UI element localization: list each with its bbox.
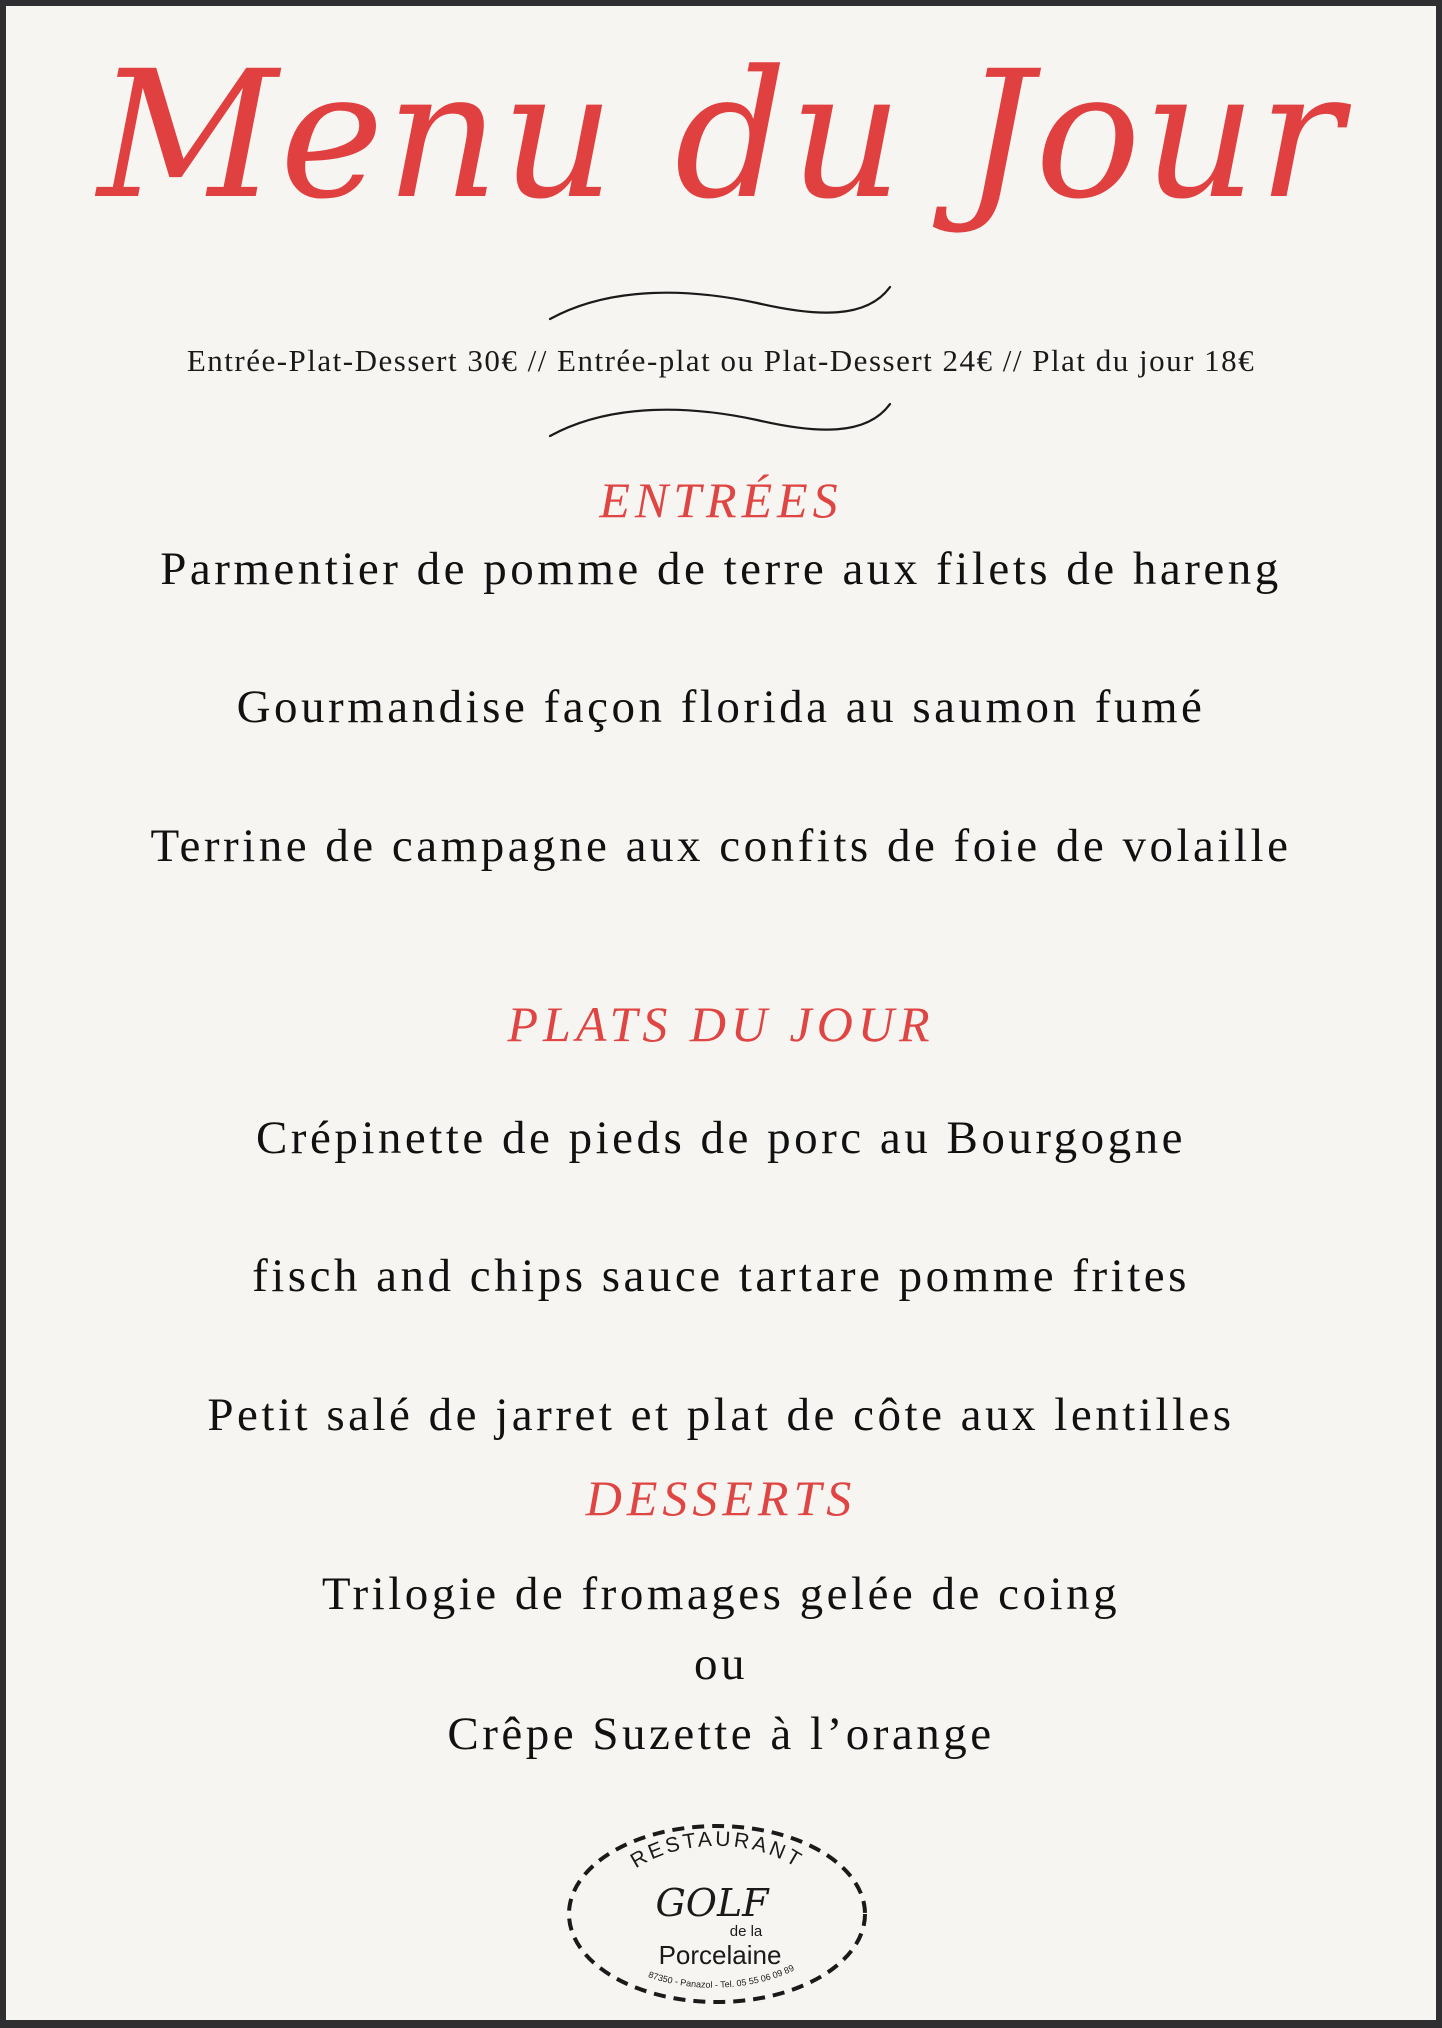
entree-item-3: Terrine de campagne aux confits de foie de volaille xyxy=(150,820,1292,872)
plat-item-3: Petit salé de jarret et plat de côte aux lentilles xyxy=(207,1389,1235,1441)
plat-item-2: fisch and chips sauce tartare pomme frites xyxy=(252,1250,1190,1302)
menu-title: Menu du Jour xyxy=(97,33,1345,238)
price-formulas: Entrée-Plat-Dessert 30€ // Entrée-plat ou Plat-Dessert 24€ // Plat du jour 18€ xyxy=(186,343,1256,378)
entree-item-1: Parmentier de pomme de terre aux filets de hareng xyxy=(160,543,1282,595)
logo-name: Porcelaine xyxy=(658,1940,782,1970)
logo-top-text: RESTAURANT xyxy=(626,1827,808,1873)
logo-sub: de la xyxy=(729,1923,763,1940)
top-swash-ornament xyxy=(542,281,902,331)
entree-item-2: Gourmandise façon florida au saumon fumé xyxy=(236,681,1206,733)
plats-heading: PLATS DU JOUR xyxy=(507,996,935,1052)
entrees-heading: ENTRÉES xyxy=(599,472,843,528)
plat-item-1: Crépinette de pieds de porc au Bourgogne xyxy=(255,1112,1187,1164)
bottom-swash-ornament xyxy=(542,398,902,448)
restaurant-logo xyxy=(562,1816,872,2006)
logo-brand: GOLF xyxy=(655,1881,769,1925)
desserts-heading: DESSERTS xyxy=(585,1470,857,1526)
logo-contact: 87350 - Panazol - Tel. 05 55 06 09 89 xyxy=(647,1962,796,1990)
dessert-item-1: Trilogie de fromages gelée de coing xyxy=(321,1568,1121,1620)
dessert-item-2: Crêpe Suzette à l’orange xyxy=(447,1708,995,1760)
dessert-separator-ou: ou xyxy=(694,1638,748,1690)
menu-page xyxy=(6,6,1436,2020)
